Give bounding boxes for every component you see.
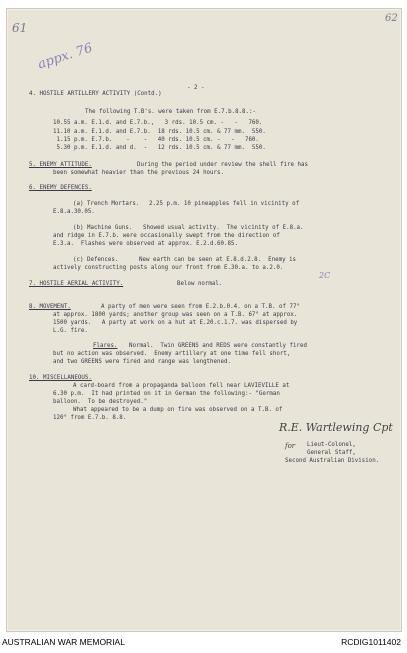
- handwritten-correction: 2C: [319, 271, 331, 280]
- section-6a-label: (a) Trench Mortars.: [73, 201, 140, 207]
- section-6b-label: (b) Machine Guns.: [73, 225, 133, 231]
- section-10-line-2: 6.30 p.m. It had printed on it in German the following:- "German: [53, 391, 280, 397]
- tb-row-4: 5.30 p.m. E.1.d. and d. - 12 rds. 10.5 cm. & 77 mm. 550.: [53, 145, 266, 151]
- document-page: [6, 8, 402, 632]
- signature-role: General Staff,: [307, 450, 356, 456]
- section-6-heading: 6. ENEMY DEFENCES.: [29, 185, 92, 191]
- tb-row-1: 10.55 a.m. E.1.d. and E.7.b., 3 rds. 10.5 cm. - - 760.: [53, 120, 263, 126]
- tb-row-3: 1.15 p.m. E.7.b. - - 40 rds. 10.5 cm. - - 760.: [53, 137, 259, 143]
- section-10-line-1: A card-board from a propaganda balloon fell near LAVIEVILLE at: [73, 383, 290, 389]
- footer-archive-name: AUSTRALIAN WAR MEMORIAL: [2, 637, 125, 647]
- section-4-heading: 4. HOSTILE ARTILLERY ACTIVITY (Contd.): [29, 91, 162, 97]
- section-10-line-5: 120° from E.7.b. 8.8.: [53, 415, 127, 421]
- section-8-heading: 8. MOVEMENT.: [29, 304, 71, 310]
- handwritten-appendix-note: appx. 76: [36, 40, 95, 73]
- page-number: - 2 -: [187, 85, 205, 91]
- signature-prefix: for: [285, 442, 296, 450]
- section-8-line-3: 1500 yards. A party at work on a hut at E.20.c.1.7. was dispersed by: [53, 320, 298, 326]
- section-7-text: Below normal.: [177, 281, 223, 287]
- folio-number-left: 61: [12, 21, 28, 35]
- section-6c-line-1: New earth can be seen at E.8.d.2.8. Enemy is: [139, 257, 297, 263]
- section-7-heading: 7. HOSTILE AERIAL ACTIVITY.: [29, 281, 124, 287]
- section-10-heading: 10. MISCELLANEOUS.: [29, 375, 92, 381]
- signature-rank: Lieut-Colonel,: [307, 442, 356, 448]
- section-6c-line-2: actively constructing posts along our front from E.30.a. to a.2.0.: [53, 265, 284, 271]
- section-6a-line-2: E.8.a.30.05.: [53, 209, 95, 215]
- signature-division: Second Australian Division.: [285, 458, 380, 464]
- section-8-line-1: A party of men were seen from E.2.b.0.4. on a T.B. of 77°: [101, 304, 300, 310]
- section-8-line-4: L.G. fire.: [53, 328, 88, 334]
- flares-label: Flares.: [93, 343, 118, 349]
- section-5-heading: 5. ENEMY ATTITUDE.: [29, 162, 92, 168]
- section-10-line-4: What appeared to be a dump on fire was observed on a T.B. of: [73, 407, 283, 413]
- section-6c-label: (c) Defences.: [73, 257, 119, 263]
- section-6a-line-1: 2.25 p.m. 10 pineapples fell in vicinity of: [149, 201, 300, 207]
- section-6b-line-1: Showed usual activity. The vicinity of E.8.a.: [143, 225, 304, 231]
- section-5-line-2: been somewhat heavier than the previous 24 hours.: [53, 170, 225, 176]
- flares-line-2: but no action was observed. Enemy artillery at one time fell short,: [53, 351, 291, 357]
- section-6b-line-2: and ridge in E.7.b. were occasionally swept from the direction of: [53, 233, 280, 239]
- footer-record-id: RCDIG1011402: [341, 637, 401, 647]
- section-10-line-3: balloon. To be destroyed.": [53, 399, 148, 405]
- flares-line-3: and two GREENS were fired and range was lengthened.: [53, 359, 231, 365]
- flares-line-1: Normal. Twin GREENS and REDS were constantly fired: [129, 343, 307, 349]
- section-8-line-2: at approx. 1800 yards; another group was seen on a T.B. 67° at approx.: [53, 312, 298, 318]
- section-4-intro: The following T.B's. were taken from E.7.b.8.8.:-: [85, 109, 257, 115]
- folio-number-right: 62: [385, 13, 398, 24]
- section-5-line-1: During the period under review the shell fire has: [137, 162, 309, 168]
- tb-row-2: 11.10 a.m. E.1.d. and E.7.b. 18 rds. 10.5 cm. & 77 mm. 550.: [53, 129, 266, 135]
- handwritten-signature: R.E. Wartlewing Cpt: [279, 421, 393, 434]
- section-6b-line-3: E.3.a. Flashes were observed at approx. E.2.d.60.85.: [53, 241, 238, 247]
